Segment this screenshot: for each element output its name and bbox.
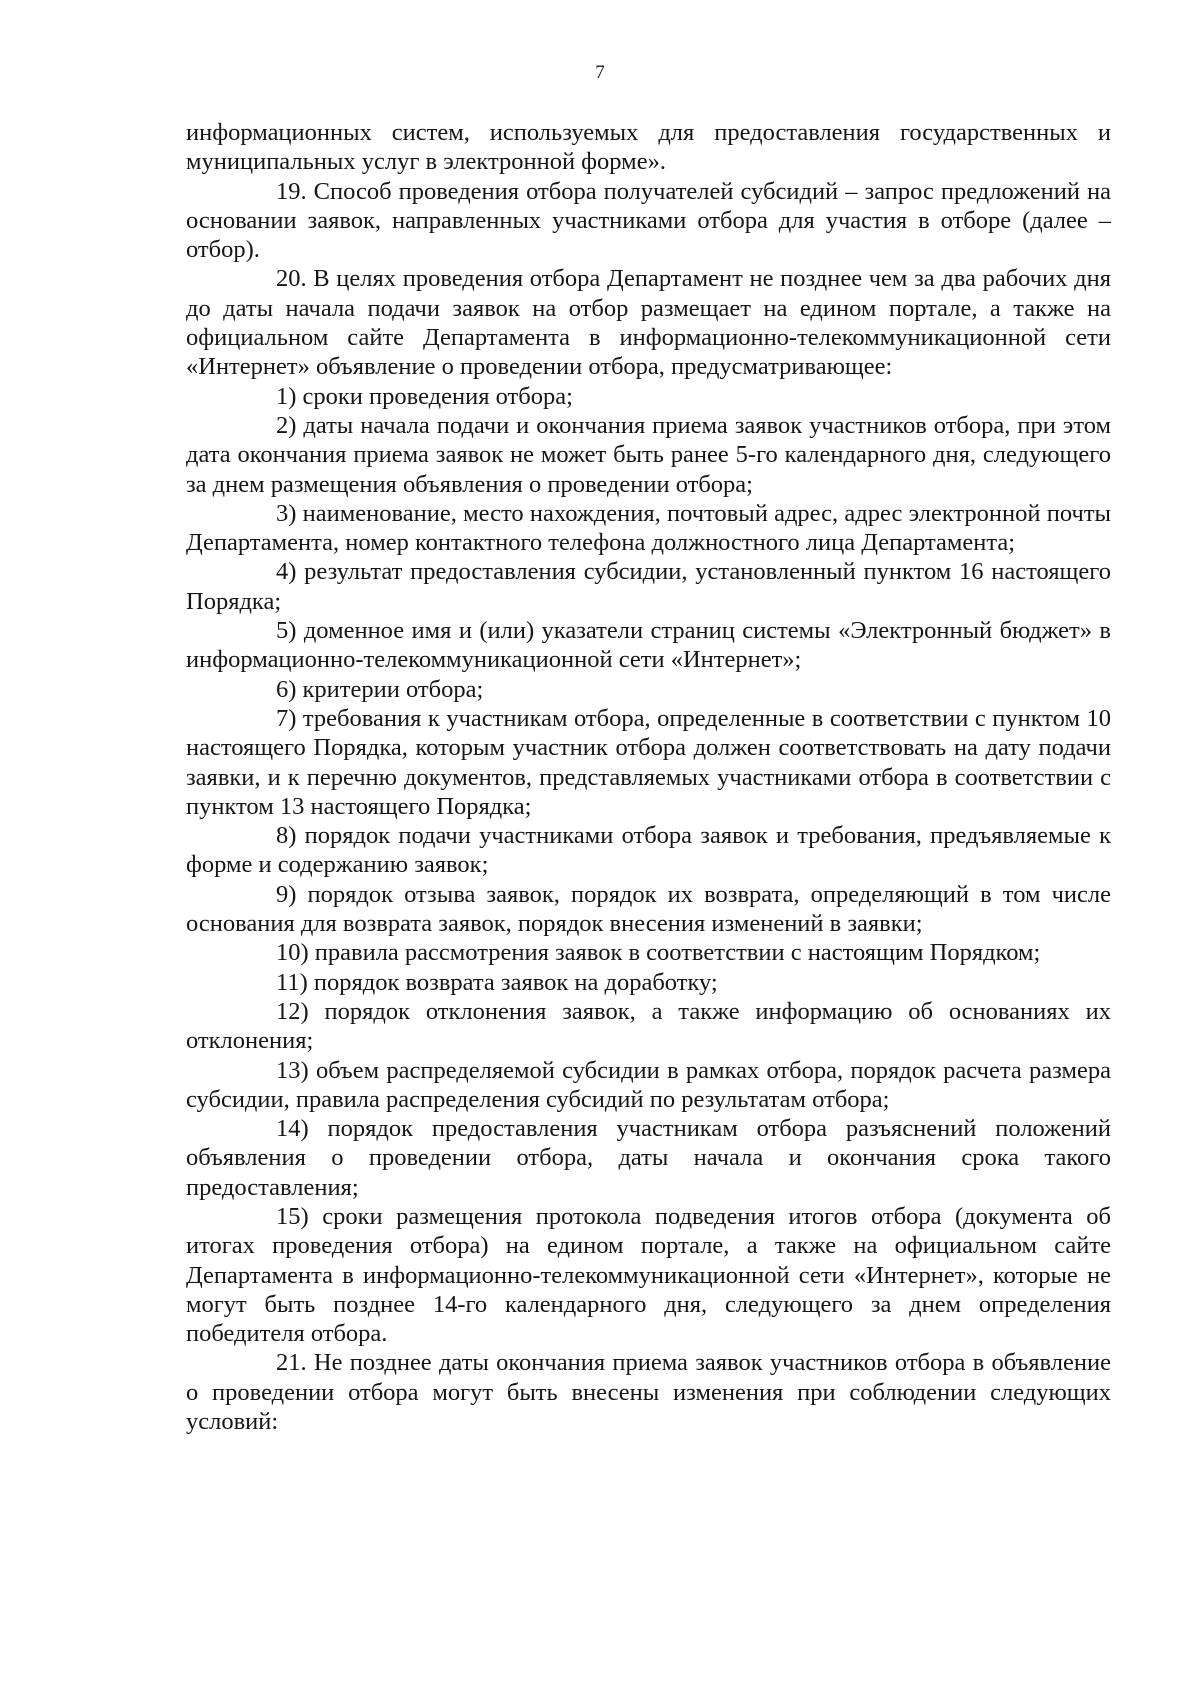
- list-item-10: 10) правила рассмотрения заявок в соответствии с настоящим Порядком;: [276, 939, 1041, 967]
- list-item-11: 11) порядок возврата заявок на доработку;: [276, 968, 718, 996]
- list-item-7: 7) требования к участникам отбора, определенные в соответствии с пунктом 10 настоящего Порядка, которым участник отбора должен соответствовать на дату подачи заявки, и к перечню документов, представляемых участниками отбора в соответствии с пунктом 13 настоящего Порядка;: [186, 704, 1111, 820]
- list-item-3: 3) наименование, место нахождения, почтовый адрес, адрес электронной почты Департамента, номер контактного телефона должностного лица Департамента;: [186, 499, 1111, 557]
- list-item-8: 8) порядок подачи участниками отбора заявок и требования, предъявляемые к форме и содержанию заявок;: [186, 822, 1111, 879]
- list-item-1: 1) сроки проведения отбора;: [276, 382, 573, 410]
- page-number: 7: [595, 62, 605, 83]
- list-item-5: 5) доменное имя и (или) указатели страниц системы «Электронный бюджет» в информационно-телекоммуникационной сети «Интернет»;: [186, 617, 1111, 674]
- list-item-6: 6) критерии отбора;: [276, 675, 484, 703]
- list-item-2: 2) даты начала подачи и окончания приема заявок участников отбора, при этом дата окончания приема заявок не может быть ранее 5-го календарного дня, следующего за днем размещения объявления о проведении отбора;: [186, 411, 1111, 498]
- list-item-15: 15) сроки размещения протокола подведения итогов отбора (документа об итогах проведения отбора) на едином портале, а также на официальном сайте Департамента в информационно-телекоммуникационной сети «Интернет», которые не могут быть позднее 14-го календарного дня, следующего за днем определения победителя отбора.: [186, 1202, 1111, 1348]
- list-item-13: 13) объем распределяемой субсидии в рамках отбора, порядок расчета размера субсидии, правила распределения субсидий по результатам отбора;: [186, 1056, 1111, 1113]
- list-item-9: 9) порядок отзыва заявок, порядок их возврата, определяющий в том числе основания для возврата заявок, порядок внесения изменений в заявки;: [186, 880, 1111, 938]
- list-item-12: 12) порядок отклонения заявок, а также информацию об основаниях их отклонения;: [186, 997, 1111, 1055]
- document-body: [186, 118, 1111, 1436]
- paragraph-continuation: информационных систем, используемых для предоставления государственных и муниципальных услуг в электронной форме».: [186, 119, 1111, 176]
- paragraph-19: 19. Способ проведения отбора получателей субсидий – запрос предложений на основании заявок, направленных участниками отбора для участия в отборе (далее – отбор).: [186, 177, 1111, 264]
- list-item-14: 14) порядок предоставления участникам отбора разъяснений положений объявления о проведении отбора, даты начала и окончания срока такого предоставления;: [186, 1115, 1111, 1201]
- paragraph-20: 20. В целях проведения отбора Департамент не позднее чем за два рабочих дня до даты начала подачи заявок на отбор размещает на едином портале, а также на официальном сайте Департамента в информационно-телекоммуникационной сети «Интернет» объявление о проведении отбора, предусматривающее:: [186, 265, 1111, 381]
- list-item-4: 4) результат предоставления субсидии, установленный пунктом 16 настоящего Порядка;: [186, 558, 1111, 615]
- paragraph-21: 21. Не позднее даты окончания приема заявок участников отбора в объявление о проведении отбора могут быть внесены изменения при соблюдении следующих условий:: [186, 1349, 1111, 1436]
